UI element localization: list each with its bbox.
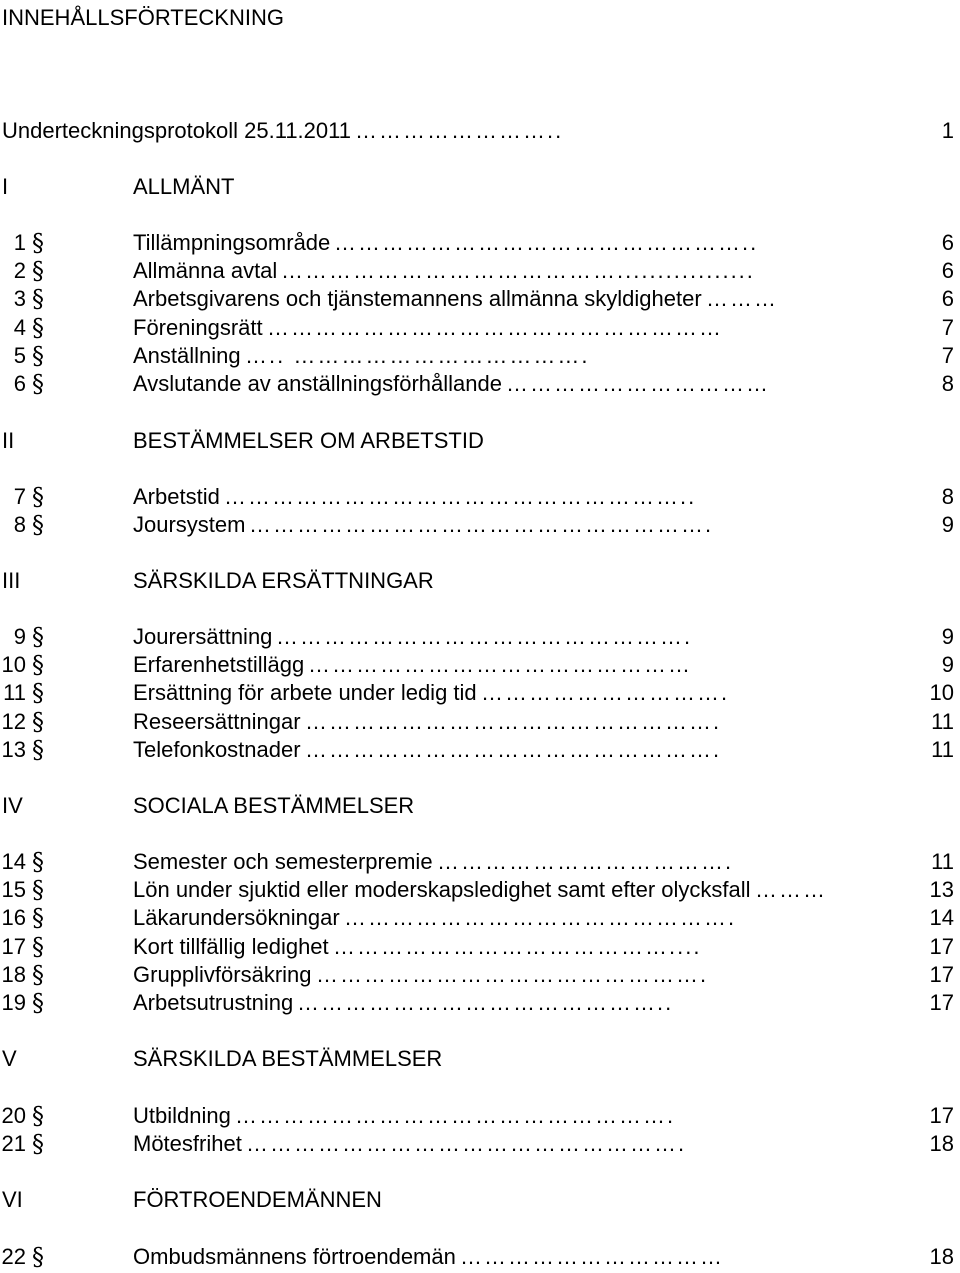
entry-title: Ombudsmännens förtroendemän — [133, 1244, 456, 1269]
paragraph-icon: § — [32, 314, 44, 342]
entry-number: 15 — [1, 877, 26, 902]
entry-page: 8 — [941, 371, 954, 396]
paragraph-icon: § — [32, 708, 44, 736]
entry-number: 2 — [13, 258, 26, 283]
entry-page: 18 — [929, 1244, 954, 1269]
paragraph-icon: § — [32, 623, 44, 651]
leader-dots: …………………………………….... — [333, 934, 702, 959]
leader-dots: …………………………. — [481, 680, 730, 705]
leader-dots: ………………………………. — [437, 849, 734, 874]
entry-page: 6 — [941, 230, 954, 255]
toc-entry — [0, 679, 960, 707]
entry-number: 3 — [13, 286, 26, 311]
entry-page: 11 — [931, 709, 954, 734]
paragraph-icon: § — [32, 989, 44, 1017]
section-heading-line — [0, 1045, 960, 1073]
paragraph-icon: § — [32, 229, 44, 257]
entry-page: 7 — [941, 343, 954, 368]
entry-page: 9 — [941, 652, 954, 677]
leader-dots: ….. ………………………………. — [245, 343, 590, 368]
paragraph-icon: § — [32, 257, 44, 285]
paragraph-icon: § — [32, 370, 44, 398]
toc-entry — [0, 736, 960, 764]
entry-page: 17 — [929, 990, 954, 1015]
entry-number: 5 — [13, 343, 26, 368]
entry-title: Läkarundersökningar — [133, 905, 340, 930]
entry-number: 4 — [13, 315, 26, 340]
toc-entry — [0, 1130, 960, 1158]
entry-page: 14 — [929, 905, 954, 930]
leader-dots: …………………………………………………. — [249, 512, 714, 537]
entry-number: 10 — [1, 652, 26, 677]
leader-dots: ………………………………………… — [308, 652, 692, 677]
entry-number: 11 — [3, 680, 26, 705]
leader-dots: …………………………………………….. — [334, 230, 759, 255]
section-numeral: IV — [2, 793, 23, 818]
section-numeral: II — [2, 428, 15, 453]
leader-dots: …………………………………………. — [316, 962, 709, 987]
toc-entry — [0, 904, 960, 932]
entry-title: Arbetsgivarens och tjänstemannens allmänna skyldigheter — [133, 286, 702, 311]
leader-dots: …………………………… — [506, 371, 770, 396]
section-numeral: I — [2, 174, 9, 199]
entry-page: 17 — [929, 934, 954, 959]
leader-dots: ……………………………………………. — [305, 737, 722, 762]
toc-entry — [0, 1102, 960, 1130]
entry-title: Grupplivförsäkring — [133, 962, 312, 987]
leader-dots: ………………………………………………… — [267, 315, 723, 340]
section-heading-line — [0, 792, 960, 820]
toc-entry — [0, 989, 960, 1017]
leader-dots: ……… — [706, 286, 778, 311]
entry-page: 11 — [931, 849, 954, 874]
toc-title-line — [0, 4, 960, 32]
leader-dots: ………………………………………………. — [235, 1103, 676, 1128]
entry-number: 1 — [13, 230, 26, 255]
entry-number: 6 — [13, 371, 26, 396]
entry-title: Erfarenhetstillägg — [133, 652, 305, 677]
section-heading-line — [0, 173, 960, 201]
toc-intro-line — [0, 117, 960, 145]
entry-title: Joursystem — [133, 512, 246, 537]
entry-page: 6 — [941, 286, 954, 311]
entry-number: 22 — [1, 1244, 26, 1269]
entry-title: Mötesfrihet — [133, 1131, 242, 1156]
entry-title: Anställning — [133, 343, 241, 368]
entry-title: Arbetstid — [133, 484, 220, 509]
paragraph-icon: § — [32, 511, 44, 539]
leader-dots: ……… — [755, 877, 827, 902]
entry-title: Avslutande av anställningsförhållande — [133, 371, 502, 396]
toc-entry — [0, 1243, 960, 1271]
section-numeral: VI — [2, 1187, 23, 1212]
entry-title: Föreningsrätt — [133, 315, 263, 340]
entry-title: Reseersättningar — [133, 709, 301, 734]
section-heading: FÖRTROENDEMÄNNEN — [133, 1187, 382, 1212]
section-heading: BESTÄMMELSER OM ARBETSTID — [133, 428, 484, 453]
leader-dots: ……………………………………................. — [281, 258, 755, 283]
paragraph-icon: § — [32, 679, 44, 707]
section-heading-line — [0, 1186, 960, 1214]
toc-entry — [0, 229, 960, 257]
intro-leader-dots: …………………….. — [355, 118, 564, 143]
toc-entry — [0, 708, 960, 736]
section-heading: SOCIALA BESTÄMMELSER — [133, 793, 415, 818]
entry-number: 14 — [1, 849, 26, 874]
entry-number: 13 — [1, 737, 26, 762]
entry-number: 18 — [1, 962, 26, 987]
entry-number: 16 — [1, 905, 26, 930]
entry-title: Jourersättning — [133, 624, 273, 649]
entry-page: 6 — [941, 258, 954, 283]
entry-page: 9 — [941, 512, 954, 537]
entry-title: Lön under sjuktid eller moderskapsledighet samt efter olycksfall — [133, 877, 751, 902]
section-heading-line — [0, 427, 960, 455]
entry-title: Semester och semesterpremie — [133, 849, 433, 874]
paragraph-icon: § — [32, 1243, 44, 1271]
entry-number: 9 — [13, 624, 26, 649]
section-numeral: III — [2, 568, 21, 593]
entry-number: 12 — [1, 709, 26, 734]
paragraph-icon: § — [32, 651, 44, 679]
toc-entry — [0, 876, 960, 904]
entry-page: 13 — [929, 877, 954, 902]
paragraph-icon: § — [32, 876, 44, 904]
entry-number: 17 — [1, 934, 26, 959]
intro-text: Underteckningsprotokoll 25.11.2011 — [2, 118, 351, 143]
paragraph-icon: § — [32, 342, 44, 370]
entry-number: 8 — [13, 512, 26, 537]
paragraph-icon: § — [32, 285, 44, 313]
toc-entry — [0, 623, 960, 651]
entry-page: 8 — [941, 484, 954, 509]
toc-entry — [0, 285, 960, 313]
page-title: INNEHÅLLSFÖRTECKNING — [2, 5, 284, 30]
toc-entry — [0, 933, 960, 961]
section-heading-line — [0, 567, 960, 595]
entry-page: 17 — [929, 962, 954, 987]
paragraph-icon: § — [32, 1130, 44, 1158]
leader-dots: ……………………………………………. — [276, 624, 693, 649]
entry-page: 11 — [931, 737, 954, 762]
leader-dots: ………………………………………………….. — [224, 484, 697, 509]
section-heading: SÄRSKILDA ERSÄTTNINGAR — [133, 568, 434, 593]
toc-entry — [0, 314, 960, 342]
entry-number: 20 — [1, 1103, 26, 1128]
entry-number: 19 — [1, 990, 26, 1015]
leader-dots: …………………………………………. — [344, 905, 737, 930]
paragraph-icon: § — [32, 961, 44, 989]
entry-number: 21 — [1, 1131, 26, 1156]
toc-entry — [0, 511, 960, 539]
entry-number: 7 — [13, 484, 26, 509]
section-heading: SÄRSKILDA BESTÄMMELSER — [133, 1046, 443, 1071]
toc-entry — [0, 370, 960, 398]
entry-page: 10 — [929, 680, 954, 705]
entry-page: 17 — [929, 1103, 954, 1128]
paragraph-icon: § — [32, 736, 44, 764]
toc-entry — [0, 257, 960, 285]
entry-page: 7 — [941, 315, 954, 340]
leader-dots: …………………………… — [460, 1244, 724, 1269]
leader-dots: ……………………………………….. — [297, 990, 674, 1015]
entry-title: Ersättning för arbete under ledig tid — [133, 680, 477, 705]
entry-page: 18 — [929, 1131, 954, 1156]
paragraph-icon: § — [32, 483, 44, 511]
entry-page: 9 — [941, 624, 954, 649]
leader-dots: ………………………………………………. — [246, 1131, 687, 1156]
toc-entry — [0, 651, 960, 679]
section-heading: ALLMÄNT — [133, 174, 235, 199]
entry-title: Tillämpningsområde — [133, 230, 331, 255]
paragraph-icon: § — [32, 904, 44, 932]
toc-entry — [0, 342, 960, 370]
paragraph-icon: § — [32, 1102, 44, 1130]
toc-entry — [0, 483, 960, 511]
intro-page: 1 — [941, 118, 954, 143]
entry-title: Kort tillfällig ledighet — [133, 934, 329, 959]
section-numeral: V — [2, 1046, 17, 1071]
entry-title: Telefonkostnader — [133, 737, 301, 762]
leader-dots: ……………………………………………. — [305, 709, 722, 734]
entry-title: Arbetsutrustning — [133, 990, 294, 1015]
entry-title: Allmänna avtal — [133, 258, 278, 283]
toc-entry — [0, 961, 960, 989]
entry-title: Utbildning — [133, 1103, 231, 1128]
paragraph-icon: § — [32, 848, 44, 876]
toc-entry — [0, 848, 960, 876]
paragraph-icon: § — [32, 933, 44, 961]
